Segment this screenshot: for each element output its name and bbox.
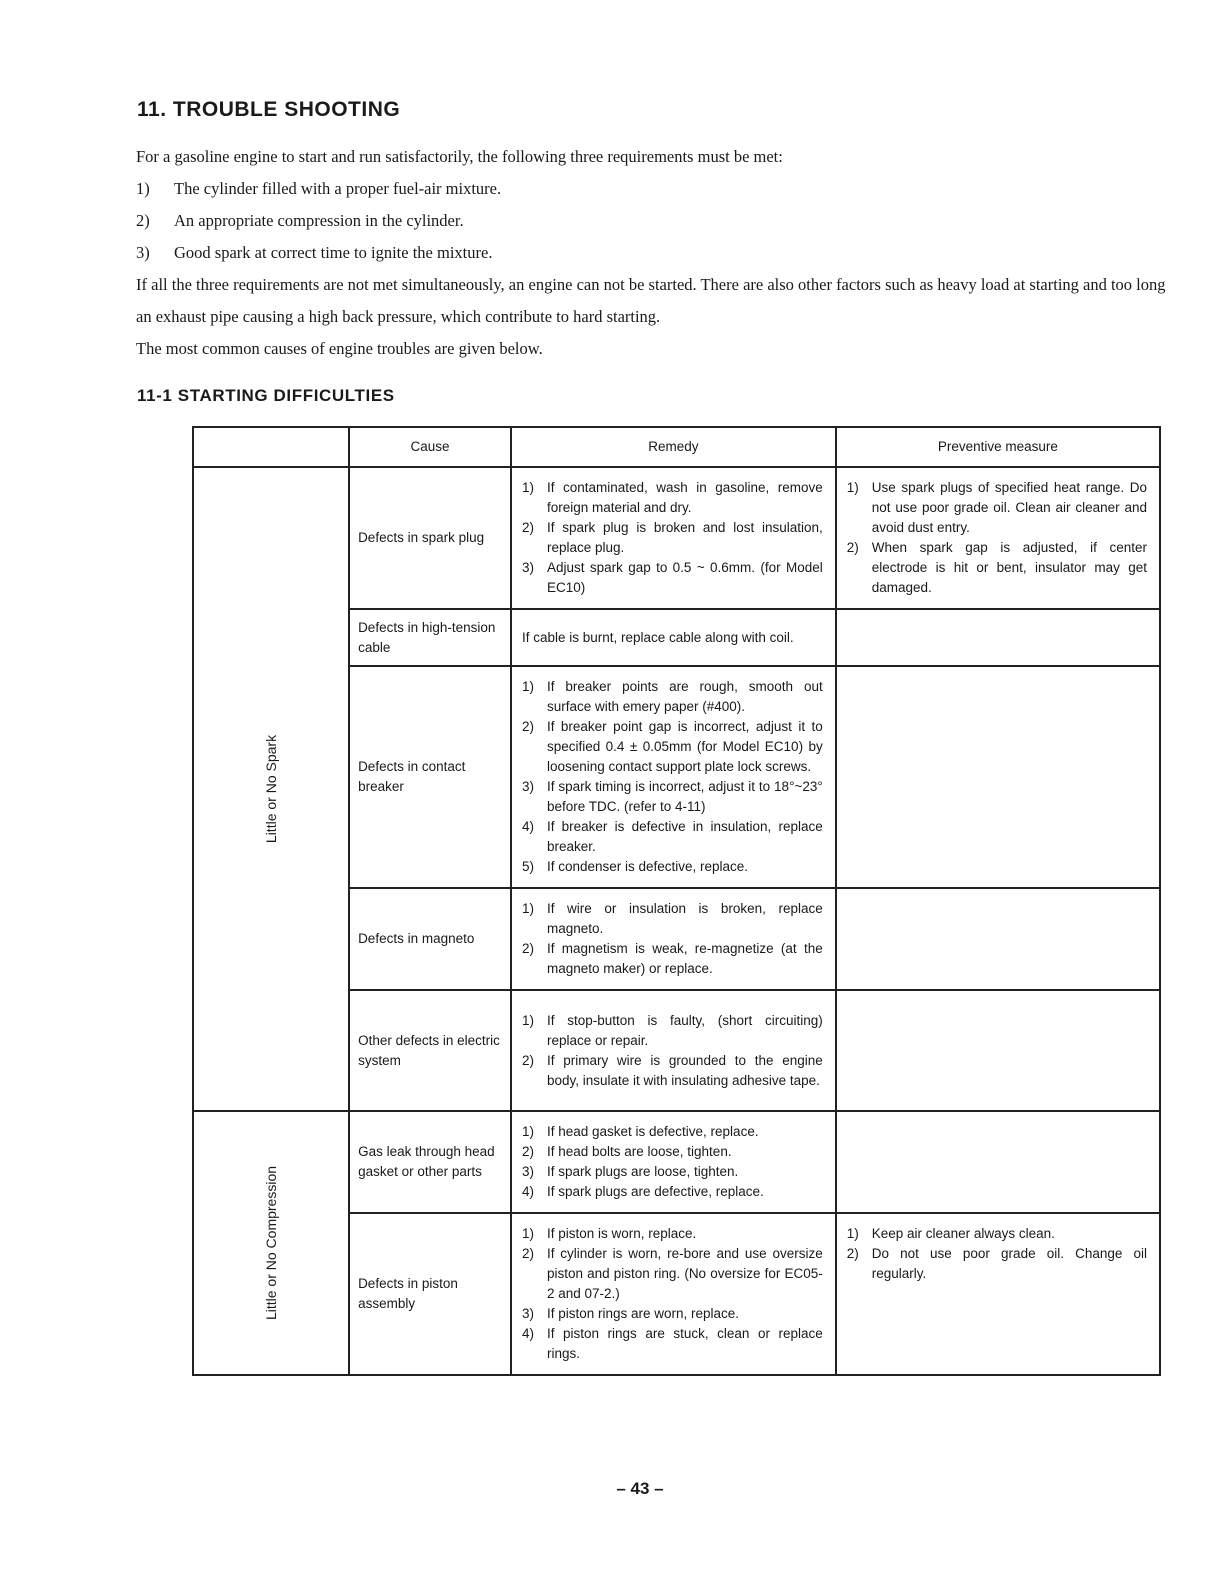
cause-cell: Defects in high-tension cable: [349, 609, 511, 666]
group-label: Little or No Spark: [263, 734, 280, 844]
item-text: If magnetism is weak, re-magnetize (at the magneto maker) or replace.: [546, 941, 823, 976]
item-text: If head gasket is defective, replace.: [546, 1124, 759, 1139]
requirement-item: [136, 237, 1176, 269]
list-item: [522, 1011, 823, 1051]
item-text: If piston rings are stuck, clean or replace rings.: [546, 1326, 823, 1361]
numbered-list: [522, 478, 823, 598]
remedy-cell: [511, 609, 836, 666]
header-preventive: Preventive measure: [836, 427, 1160, 467]
item-number: 1): [521, 901, 534, 916]
item-number: 1): [846, 1226, 859, 1241]
numbered-list: [522, 1011, 823, 1091]
numbered-list: [522, 899, 823, 979]
item-number: 1): [521, 679, 534, 694]
list-item: [522, 1324, 823, 1364]
cause-cell: Defects in piston assembly: [349, 1213, 511, 1375]
requirement-item: [136, 173, 1176, 205]
item-number: 4): [521, 819, 534, 834]
group-header-cell: [193, 427, 349, 467]
requirement-item: [136, 205, 1176, 237]
list-item: [847, 478, 1147, 538]
item-text: If breaker is defective in insulation, replace breaker.: [546, 819, 823, 854]
item-number: 4): [521, 1326, 534, 1341]
item-number: 2): [846, 1246, 859, 1261]
item-number: 2): [521, 719, 534, 734]
list-item: [522, 1051, 823, 1091]
list-item: [522, 1142, 823, 1162]
remedy-cell: [511, 1213, 836, 1375]
item-number: 1): [521, 1012, 534, 1028]
cause-cell: Gas leak through head gasket or other parts: [349, 1111, 511, 1213]
intro-lead: For a gasoline engine to start and run satisfactorily, the following three requirements must be met:: [136, 147, 783, 166]
preventive-cell: [836, 666, 1160, 888]
header-cause: Cause: [349, 427, 511, 467]
item-text: Use spark plugs of specified heat range. Do not use poor grade oil. Clean air cleaner and avoid dust entry.: [871, 480, 1147, 535]
requirement-number: 3): [136, 243, 150, 262]
requirement-text: The cylinder filled with a proper fuel-air mixture.: [174, 179, 502, 198]
preventive-cell: [836, 888, 1160, 990]
intro-section: [136, 141, 1176, 365]
item-text: If primary wire is grounded to the engine body, insulate it with insulating adhesive tape.: [546, 1052, 823, 1088]
preventive-cell: [836, 990, 1160, 1111]
item-number: 5): [521, 859, 534, 874]
item-number: 1): [846, 480, 859, 495]
requirement-number: 2): [136, 211, 150, 230]
list-item: [522, 1304, 823, 1324]
item-text: If spark timing is incorrect, adjust it to 18°~23° before TDC. (refer to 4-11): [546, 779, 823, 814]
table-row: [193, 467, 1160, 609]
list-item: [522, 899, 823, 939]
preventive-cell: [836, 609, 1160, 666]
item-number: 3): [521, 1306, 534, 1321]
item-text: If breaker point gap is incorrect, adjust it to specified 0.4 ± 0.05mm (for Model EC10) by loosening contact support plate lock screws.: [546, 719, 823, 774]
item-text: Adjust spark gap to 0.5 ~ 0.6mm. (for Model EC10): [546, 560, 823, 595]
item-text: If spark plug is broken and lost insulation, replace plug.: [546, 520, 823, 555]
list-item: [522, 518, 823, 558]
item-number: 1): [521, 1226, 534, 1241]
remedy-cell: [511, 990, 836, 1111]
item-text: If condenser is defective, replace.: [546, 859, 749, 874]
page-title: 11. TROUBLE SHOOTING: [137, 98, 401, 121]
requirement-text: An appropriate compression in the cylinder.: [174, 211, 464, 230]
list-item: [522, 777, 823, 817]
item-number: 2): [521, 1246, 534, 1261]
numbered-list: [522, 1122, 823, 1202]
item-text: If spark plugs are defective, replace.: [546, 1184, 764, 1199]
list-item: [522, 478, 823, 518]
list-item: [847, 1244, 1147, 1284]
group-label: Little or No Compression: [263, 1165, 280, 1321]
preventive-cell: [836, 1111, 1160, 1213]
item-text: If cable is burnt, replace cable along with coil.: [521, 629, 794, 645]
item-text: Keep air cleaner always clean.: [871, 1226, 1055, 1241]
intro-paragraph-summary: The most common causes of engine troubles are given below.: [136, 339, 543, 358]
item-text: If cylinder is worn, re-bore and use oversize piston and piston ring. (No oversize for EC05-2 and 07-2.): [546, 1246, 823, 1301]
table-header-row: [193, 427, 1160, 467]
remedy-cell: [511, 1111, 836, 1213]
item-number: 3): [521, 779, 534, 794]
intro-paragraph: If all the three requirements are not met simultaneously, an engine can not be started. There are also other factors such as heavy load at starting and too long an exhaust pipe causing a high back pressure, which contribute to hard starting.: [136, 275, 1166, 326]
group-no-spark: [193, 467, 349, 1111]
page-number: – 43 –: [616, 1479, 664, 1498]
item-number: 2): [521, 941, 534, 956]
remedy-cell: [511, 467, 836, 609]
table-row: [193, 1111, 1160, 1213]
cause-cell: Defects in spark plug: [349, 467, 511, 609]
item-number: 2): [521, 1052, 534, 1068]
numbered-list: [847, 478, 1147, 598]
list-item: [522, 1224, 823, 1244]
numbered-list: [522, 1224, 823, 1364]
item-number: 1): [521, 480, 534, 495]
preventive-cell: [836, 467, 1160, 609]
item-text: If stop-button is faulty, (short circuiting) replace or repair.: [546, 1012, 823, 1048]
list-item: [522, 857, 823, 877]
list-item: [847, 1224, 1147, 1244]
header-remedy: Remedy: [511, 427, 836, 467]
cause-cell: Defects in magneto: [349, 888, 511, 990]
item-number: 3): [521, 560, 534, 575]
item-text: If breaker points are rough, smooth out surface with emery paper (#400).: [546, 679, 823, 714]
list-item: [522, 939, 823, 979]
list-item: [522, 1122, 823, 1142]
list-item: [522, 677, 823, 717]
item-text: If spark plugs are loose, tighten.: [546, 1164, 739, 1179]
trouble-table: [192, 426, 1161, 1376]
item-number: 2): [846, 540, 859, 555]
item-number: 2): [521, 520, 534, 535]
remedy-cell: [511, 666, 836, 888]
list-item: [522, 1244, 823, 1304]
item-number: 3): [521, 1164, 534, 1179]
cause-cell: Other defects in electric system: [349, 990, 511, 1111]
item-text: If head bolts are loose, tighten.: [546, 1144, 732, 1159]
item-text: Do not use poor grade oil. Change oil regularly.: [871, 1246, 1147, 1281]
item-number: 4): [521, 1184, 534, 1199]
list-item: [522, 558, 823, 598]
numbered-list: [522, 628, 823, 648]
preventive-cell: [836, 1213, 1160, 1375]
list-item: [522, 717, 823, 777]
item-number: 2): [521, 1144, 534, 1159]
item-text: If piston is worn, replace.: [546, 1226, 697, 1241]
numbered-list: [847, 1224, 1147, 1284]
item-text: If contaminated, wash in gasoline, remove foreign material and dry.: [546, 480, 823, 515]
numbered-list: [522, 677, 823, 877]
section-heading: 11-1 STARTING DIFFICULTIES: [137, 386, 395, 405]
cause-cell: Defects in contact breaker: [349, 666, 511, 888]
item-text: When spark gap is adjusted, if center electrode is hit or bent, insulator may get damaged.: [871, 540, 1147, 595]
remedy-cell: [511, 888, 836, 990]
list-item: [522, 817, 823, 857]
list-item: [522, 1162, 823, 1182]
list-item: [522, 628, 823, 648]
group-no-compression: [193, 1111, 349, 1375]
requirement-text: Good spark at correct time to ignite the mixture.: [174, 243, 493, 262]
item-number: 1): [521, 1124, 534, 1139]
requirement-number: 1): [136, 179, 150, 198]
list-item: [847, 538, 1147, 598]
item-text: If wire or insulation is broken, replace magneto.: [546, 901, 823, 936]
list-item: [522, 1182, 823, 1202]
item-text: If piston rings are worn, replace.: [546, 1306, 740, 1321]
